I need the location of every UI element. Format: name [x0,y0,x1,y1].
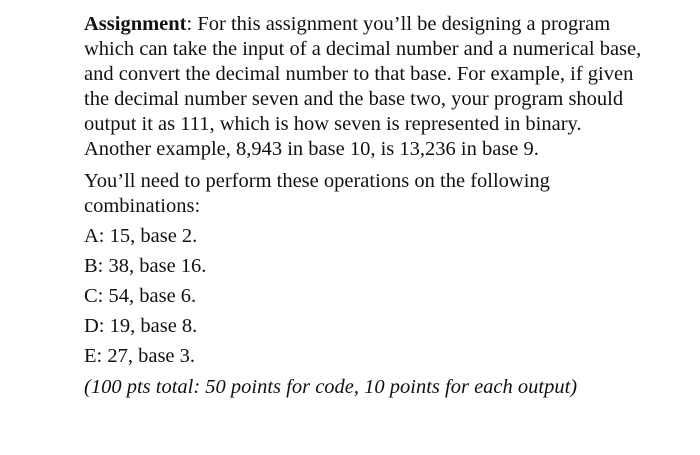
grading-note: (100 pts total: 50 points for code, 10 points for each output) [84,376,578,398]
combination-c: C: 54, base 6. [84,285,197,307]
assignment-paragraph [84,12,644,162]
combination-a: A: 15, base 2. [84,225,198,247]
combination-d: D: 19, base 8. [84,315,198,337]
assignment-label: Assignment [84,13,187,35]
instructions-paragraph: You’ll need to perform these operations on the following combinations: [84,170,550,217]
assignment-separator: : [186,13,198,35]
assignment-body: For this assignment you’ll be designing a program which can take the input of a decimal number and a numerical base, and convert the decimal number to that base. For example, if given the decimal number seven and the base two, your program should output it as 111, which is how seven is represented in binary. Another example, 8,943 in base 10, is 13,236 in base 9. [84,13,642,160]
assignment-document [84,12,644,400]
combinations-list [84,224,644,369]
combination-b: B: 38, base 16. [84,255,207,277]
combination-e: E: 27, base 3. [84,345,196,367]
